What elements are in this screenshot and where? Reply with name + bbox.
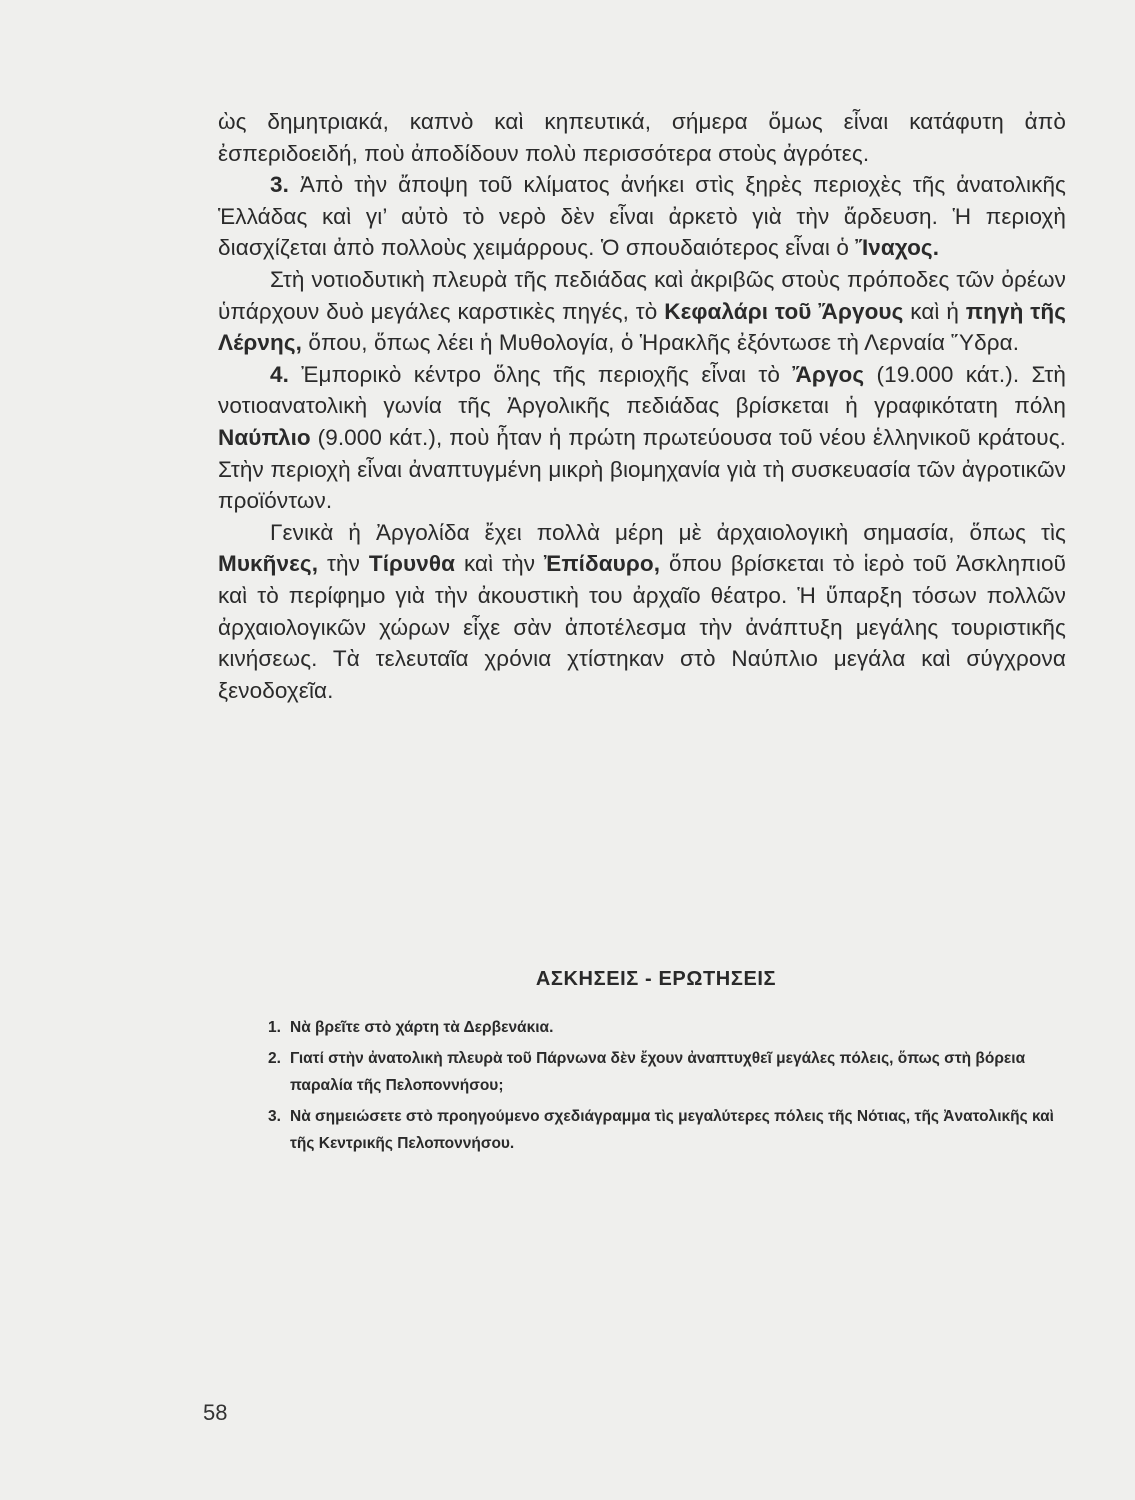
- page-number: 58: [203, 1400, 228, 1425]
- paragraph-number: 4.: [270, 361, 289, 387]
- paragraph-archaeology: Γενικὰ ἡ Ἀργολίδα ἔχει πολλὰ μέρη μὲ ἀρχαιολογικὴ σημασία, ὅπως τὶς Μυκῆνες, τὴν Τίρυνθα καὶ τὴν Ἐπίδαυρο, ὅπου βρίσκεται τὸ ἱερὸ τοῦ Ἀσκληπιοῦ καὶ τὸ περίφημο γιὰ τὴν ἀκουστικὴ του ἀρχαῖο θέατρο. Ἡ ὕπαρξη τόσων πολλῶν ἀρχαιολογικῶν χώρων εἶχε σὰν ἀποτέλεσμα τὴν ἀνάπτυξη μεγάλης τουριστικῆς κινήσεως. Τὰ τελευταῖα χρόνια χτίστηκαν στὸ Ναύπλιο μεγάλα καὶ σύγχρονα ξενοδοχεῖα.: [218, 519, 1066, 703]
- body-text: [218, 106, 1066, 706]
- place-argos: Ἄργος: [792, 361, 865, 387]
- paragraph-number: 3.: [270, 172, 289, 198]
- exercises-heading: ΑΣΚΗΣΕΙΣ - ΕΡΩΤΗΣΕΙΣ: [535, 968, 777, 990]
- exercise-item: [268, 1045, 1068, 1100]
- paragraph-springs: Στὴ νοτιοδυτικὴ πλευρὰ τῆς πεδιάδας καὶ ἀκριβῶς στοὺς πρόποδες τῶν ὀρέων ὑπάρχουν δυὸ μεγάλες καρστικὲς πηγές, τὸ Κεφαλάρι τοῦ Ἄργους καὶ ἡ πηγὴ τῆς Λέρνης, ὅπου, ὅπως λέει ἡ Μυθολογία, ὁ Ἡρακλῆς ἐξόντωσε τὴ Λερναία Ὕδρα.: [218, 266, 1067, 356]
- exercise-text: Γιατί στὴν ἀνατολικὴ πλευρὰ τοῦ Πάρνωνα δὲν ἔχουν ἀναπτυχθεῖ μεγάλες πόλεις, ὅπως στὴ βόρεια παραλία τῆς Πελοποννήσου;: [290, 1049, 1026, 1094]
- exercise-item: [268, 1014, 1068, 1042]
- exercise-text: Νὰ βρεῖτε στὸ χάρτη τὰ Δερβενάκια.: [290, 1019, 554, 1036]
- exercise-number: 3.: [268, 1107, 281, 1125]
- exercise-item: [268, 1103, 1068, 1158]
- exercises-list: [268, 1014, 1068, 1161]
- place-nafplio: Ναύπλιο: [218, 424, 311, 450]
- place-kefalari: Κεφαλάρι τοῦ Ἄργους: [664, 298, 904, 324]
- river-name-inachos: Ἴναχος: [855, 235, 933, 261]
- place-tiryns: Τίρυνθα: [368, 551, 456, 577]
- exercise-number: 2.: [268, 1049, 281, 1067]
- paragraph-commerce: 4. Ἐμπορικὸ κέντρο ὅλης τῆς περιοχῆς εἶναι τὸ Ἄργος (19.000 κάτ.). Στὴ νοτιοανατολικὴ γωνία τῆς Ἀργολικῆς πεδιάδας βρίσκεται ἡ γραφικότατη πόλη Ναύπλιο (9.000 κάτ.), ποὺ ἦταν ἡ πρώτη πρωτεύουσα τοῦ νέου ἑλληνικοῦ κράτους. Στὴν περιοχὴ εἶναι ἀναπτυγμένη μικρὴ βιομηχανία γιὰ τὴ συσκευασία τῶν ἀγροτικῶν προϊόντων.: [218, 361, 1067, 514]
- exercise-text: Νὰ σημειώσετε στὸ προηγούμενο σχεδιάγραμμα τὶς μεγαλύτερες πόλεις τῆς Νότιας, τῆς Ἀνατολικῆς καὶ τῆς Κεντρικῆς Πελοποννήσου.: [290, 1107, 1054, 1152]
- exercise-number: 1.: [268, 1019, 281, 1036]
- paragraph-climate: 3. Ἀπὸ τὴν ἄποψη τοῦ κλίματος ἀνήκει στὶς ξηρὲς περιοχὲς τῆς ἀνατολικῆς Ἑλλάδας καὶ γι’ αὐτὸ τὸ νερὸ δὲν εἶναι ἀρκετὸ γιὰ τὴν ἄρδευση. Ἡ περιοχὴ διασχίζεται ἀπὸ πολλοὺς χειμάρρους. Ὁ σπουδαιότερος εἶναι ὁ Ἴναχος.: [218, 172, 1066, 261]
- place-lerna-spring: πηγὴ τῆς Λέρνης,: [218, 298, 1067, 356]
- paragraph-continuation: ὼς δημητριακά, καπνὸ καὶ κηπευτικά, σήμερα ὅμως εἶναι κατάφυτη ἀπὸ ἐσπεριδοειδή, ποὺ ἀποδίδουν πολὺ περισσότερα στοὺς ἀγρότες.: [218, 109, 1066, 166]
- place-epidaurus: Ἐπίδαυρο,: [544, 551, 661, 577]
- place-mycenae: Μυκῆνες,: [218, 551, 319, 577]
